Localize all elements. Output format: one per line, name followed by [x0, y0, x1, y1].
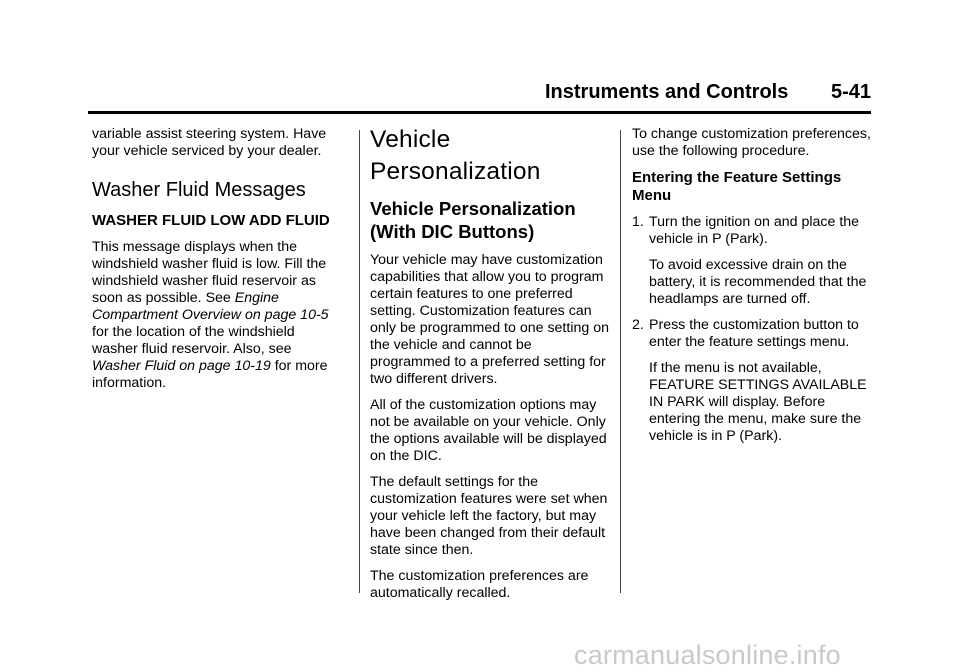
washer-text-c: for more information.	[92, 358, 328, 391]
col2-paragraph-4: The customization preferences are automatically recalled.	[370, 568, 589, 601]
page-header	[545, 80, 871, 104]
feature-settings-title: Entering the Feature Settings Menu	[632, 169, 842, 204]
step-number: 1.	[632, 214, 644, 230]
col2-paragraph-2: All of the customization options may not be available on your vehicle. Only the options available will be displayed on the DIC.	[370, 397, 607, 464]
watermark: carmanualsonline.info	[574, 640, 841, 670]
washer-text-b: for the location of the windshield washer fluid reservoir. Also, see	[92, 324, 295, 357]
link-washer-fluid[interactable]: Washer Fluid on page 10-19	[92, 358, 271, 374]
chapter-title: Vehicle Personalization	[370, 126, 541, 185]
header-rule	[88, 111, 871, 114]
washer-text-a: This message displays when the windshield washer fluid is low. Fill the windshield washer fluid reservoir as soon as possible. See	[92, 239, 327, 306]
list-item	[632, 317, 872, 445]
washer-fluid-paragraph	[92, 239, 344, 392]
column-divider-2	[620, 130, 621, 593]
column-2	[370, 126, 610, 611]
procedure-steps	[632, 214, 872, 445]
column-1	[92, 126, 344, 401]
column-divider-1	[359, 130, 360, 593]
message-title-washer-fluid-low: WASHER FLUID LOW ADD FLUID	[92, 212, 330, 229]
section-title-washer-fluid: Washer Fluid Messages	[92, 179, 306, 201]
step-note: To avoid excessive drain on the battery, it is recommended that the headlamps are turned off.	[649, 257, 867, 307]
step-text: Turn the ignition on and place the vehicle in P (Park).	[649, 214, 860, 247]
col2-paragraph-3: The default settings for the customization features were set when your vehicle left the factory, but may have been changed from their default state since then.	[370, 474, 608, 558]
link-engine-compartment[interactable]: Engine Compartment Overview on page 10-5	[92, 290, 329, 323]
step-note: If the menu is not available, FEATURE SETTINGS AVAILABLE IN PARK will display. Before entering the menu, make sure the vehicle is in P (Park).	[649, 360, 867, 444]
list-item	[632, 214, 872, 308]
column-3	[632, 126, 872, 454]
header-title: Instruments and Controls	[545, 81, 789, 103]
step-text: Press the customization button to enter the feature settings menu.	[649, 317, 859, 350]
col1-intro: variable assist steering system. Have your vehicle serviced by your dealer.	[92, 126, 327, 159]
page-number: 5-41	[830, 81, 871, 103]
step-number: 2.	[632, 317, 644, 333]
col3-intro: To change customization preferences, use the following procedure.	[632, 126, 871, 159]
subsection-title: Vehicle Personalization (With DIC Buttons)	[370, 198, 576, 242]
col2-paragraph-1: Your vehicle may have customization capabilities that allow you to program certain features to one preferred setting. Customization features can only be programmed to one setting on the vehicle and cannot be programmed to a preferred setting for two different drivers.	[370, 252, 609, 387]
